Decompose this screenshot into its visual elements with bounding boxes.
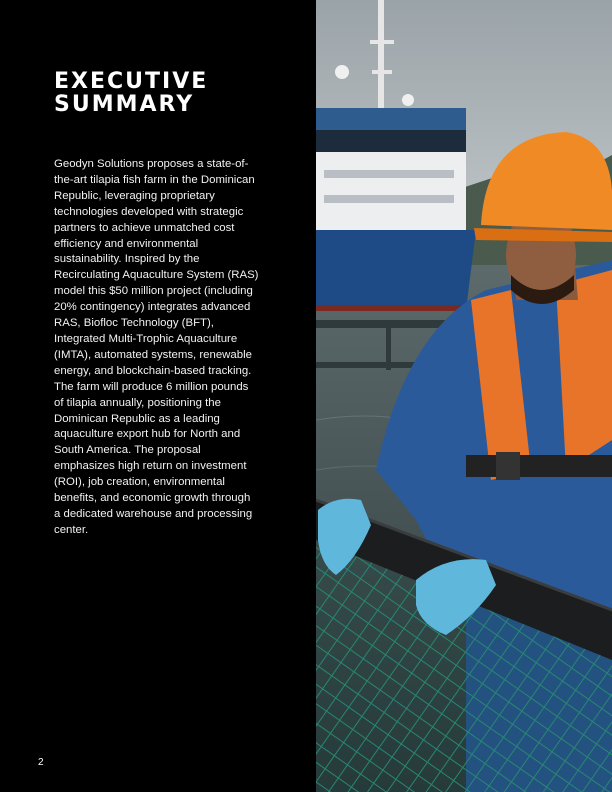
worker-at-fish-farm-image: [316, 0, 612, 792]
page-number: 2: [38, 757, 44, 768]
title-line-1: EXECUTIVE: [54, 69, 209, 94]
title-line-2: SUMMARY: [54, 92, 195, 117]
cover-photo: [316, 0, 612, 792]
page-title: [54, 70, 208, 116]
summary-paragraph: Geodyn Solutions proposes a state-of-the-art tilapia fish farm in the Dominican Republic, leveraging proprietary technologies developed with strategic partners to achieve unmatched cost efficiency and environmental sustainability. Inspired by the Recirculating Aquaculture System (RAS) model this $50 million project (including 20% contingency) integrates advanced RAS, Biofloc Technology (BFT), Integrated Multi-Trophic Aquaculture (IMTA), automated systems, renewable energy, and blockchain-based tracking. The farm will produce 6 million pounds of tilapia annually, positioning the Dominican Republic as a leading aquaculture export hub for North and South America. The proposal emphasizes high return on investment (ROI), job creation, environmental benefits, and economic growth through a dedicated warehouse and processing center.: [54, 158, 259, 536]
